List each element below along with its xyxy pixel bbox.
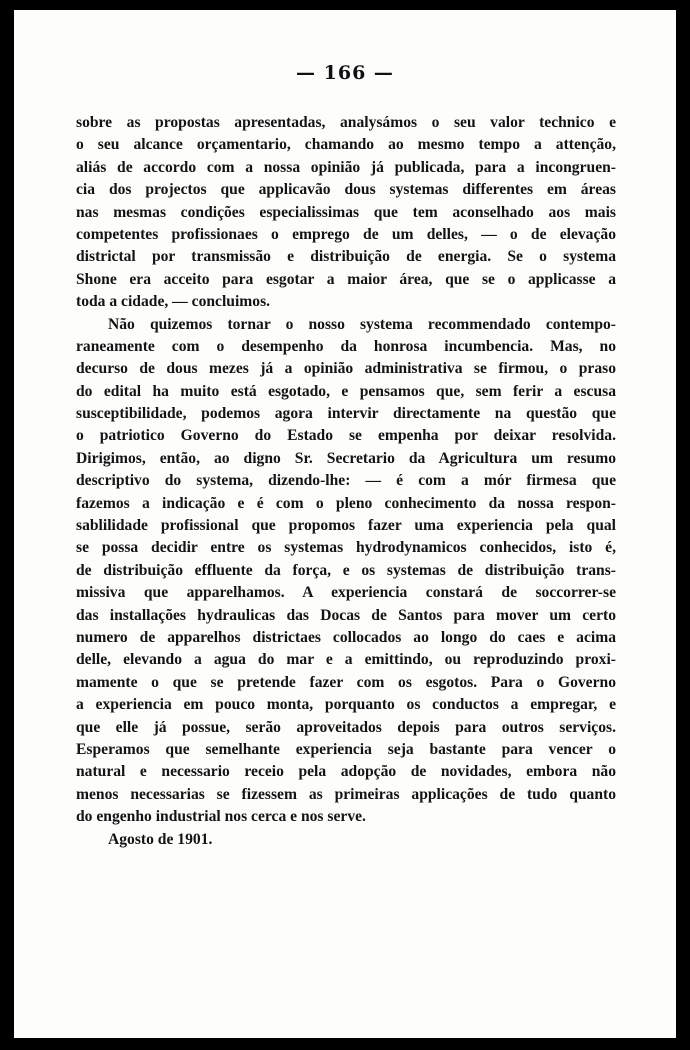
text-line: menos necessarias se fizessem as primeiras applicações de tudo quanto [76,785,616,803]
text-line: o patriotico Governo do Estado se empenha por deixar resolvida. [76,427,616,445]
text-line: sablilidade profissional que propomos fazer uma experiencia pela qual [76,517,616,535]
text-line: susceptibilidade, podemos agora intervir directamente na questão que [76,405,616,423]
text-line: Esperamos que semelhante experiencia seja bastante para vencer o [76,740,616,758]
text-line: de distribuição effluente da força, e os systemas de distribuição trans- [76,561,616,579]
text-line: competentes profissionaes o emprego de um delles, — o de elevação [76,225,616,243]
text-line: raneamente com o desempenho da honrosa incumbencia. Mas, no [76,337,616,355]
closing-date: Agosto de 1901. [108,830,213,848]
text-line: cia dos projectos que applicavão dous systemas differentes em áreas [76,181,616,199]
text-line: toda a cidade, — concluimos. [76,293,271,311]
text-line: aliás de accordo com a nossa opinião já publicada, para a incongruen- [76,158,616,176]
text-line: a experiencia em pouco monta, porquanto os conductos a empregar, e [76,696,616,714]
body-text [76,112,616,851]
text-line: decurso de dous mezes já a opinião administrativa se firmou, o praso [76,360,616,378]
page-frame [14,10,676,1038]
text-line: Shone era acceito para esgotar a maior área, que se o applicasse a [76,270,616,288]
page-number: — 166 — [296,62,394,84]
text-line: sobre as propostas apresentadas, analysámos o seu valor technico e [76,114,616,131]
text-line: que elle já possue, serão aproveitados depois para outros serviços. [76,718,616,736]
text-line: das installações hydraulicas das Docas de Santos para mover um certo [76,606,616,624]
text-line: se possa decidir entre os systemas hydrodynamicos conhecidos, isto é, [76,539,616,557]
text-line: o seu alcance orçamentario, chamando ao mesmo tempo a attenção, [76,136,616,154]
paragraph-1 [76,112,616,314]
text-line: mamente o que se pretende fazer com os esgotos. Para o Governo [76,673,616,691]
text-line: missiva que apparelhamos. A experiencia constará de soccorrer-se [76,584,616,602]
text-line: Dirigimos, então, ao digno Sr. Secretario da Agricultura um resumo [76,449,616,467]
text-line: districtal por transmissão e distribuição de energia. Se o systema [76,248,616,266]
text-line: delle, elevando a agua do mar e a emittindo, ou reproduzindo proxi- [76,651,616,669]
text-line: Não quizemos tornar o nosso systema recommendado contempo- [108,315,616,333]
text-line: fazemos a indicação e é com o pleno conhecimento da nossa respon- [76,494,616,512]
text-line: numero de apparelhos districtaes collocados ao longo do caes e acima [76,628,616,646]
text-line: descriptivo do systema, dizendo-lhe: — é com a mór firmesa que [76,472,616,490]
paragraph-2 [76,314,616,829]
text-line: do engenho industrial nos cerca e nos serve. [76,808,366,826]
text-line: natural e necessario receio pela adopção de novidades, embora não [76,763,616,781]
text-line: nas mesmas condições especialissimas que tem aconselhado aos mais [76,203,616,221]
text-line: do edital ha muito está esgotado, e pensamos que, sem ferir a escusa [76,382,616,400]
